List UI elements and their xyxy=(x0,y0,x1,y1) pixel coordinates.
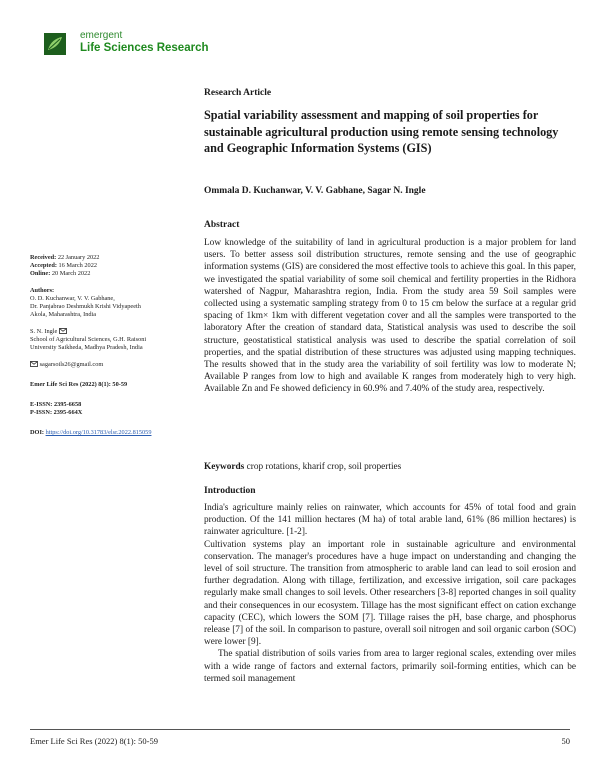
envelope-icon xyxy=(59,328,67,334)
envelope-icon xyxy=(30,361,38,367)
article-metadata-sidebar xyxy=(30,254,200,437)
corresponding-email[interactable] xyxy=(30,361,200,369)
corresponding-author: S. N. Ingle xyxy=(30,328,200,336)
introduction-heading: Introduction xyxy=(204,486,256,496)
abstract-text: Low knowledge of the suitability of land in agricultural production is a major problem for land users. To better assess soil distribution structures, remote sensing and the use of geographic information systems (GIS) are considered the most effective tools to achieve this goal. In this paper, we investigated the spatial variability of some soil chemical and fertility properties in the Ridhora watershed of Nagpur, Maharashtra region, India. From the study area 59 Soil samples were collected using a systematic sampling strategy from 0 to 15 cm below the surface at a regular grid spacing of 1km× 1km with different vegetation cover and all the samples were transported to the laboratory After the creation of standard data, Statistical analysis was used to describe the soil structure, geostatistical statistical analysis was used to describe the spatial correlation of soil properties, and the spatial distribution of these structures was adjusted using mapping techniques. The results showed that in the study area the variability of soil fertility was low to moderate N; Available P ranges from low to high and available K ranges from moderately high to very high. Available Zn and Fe showed deficiency in 60.9% and 7.40% of the study area, respectively. xyxy=(204,238,577,395)
doi-link[interactable]: https://doi.org/10.31783/elsr.2022.815059 xyxy=(45,429,152,436)
affiliation-2-line2: University Saikheda, Madhya Pradesh, India xyxy=(30,344,143,351)
affiliation-1-line2: Akola, Maharashtra, India xyxy=(30,311,97,318)
sidebar-author-names: O. D. Kuchanwar, V. V. Gabhane, xyxy=(30,295,115,302)
authors-label: Authors: xyxy=(30,287,55,294)
article-type: Research Article xyxy=(204,88,272,98)
doi-label: DOI: xyxy=(30,429,44,436)
journal-name-line1: emergent xyxy=(80,30,123,41)
article-authors: Ommala D. Kuchanwar, V. V. Gabhane, Sagar N. Ingle xyxy=(204,186,426,196)
received-date: Received: 22 January 2022 xyxy=(30,254,100,261)
affiliation-1-line1: Dr. Panjabrao Deshmukh Krishi Vidyapeeth xyxy=(30,303,141,310)
article-title: Spatial variability assessment and mapping of soil properties for sustainable agricultural production using remote sensing technology and Geographic Information Systems (GIS) xyxy=(204,108,559,155)
keywords-text: crop rotations, kharif crop, soil properties xyxy=(246,462,402,472)
accepted-date: Accepted: 16 March 2022 xyxy=(30,262,97,269)
footer-citation: Emer Life Sci Res (2022) 8(1): 50-59 xyxy=(30,736,158,746)
doi xyxy=(30,429,200,437)
online-date: Online: 20 March 2022 xyxy=(30,270,91,277)
e-issn: E-ISSN: 2395-6658 xyxy=(30,401,82,408)
page-number: 50 xyxy=(561,736,570,746)
journal-logo xyxy=(44,33,66,55)
intro-paragraph: Cultivation systems play an important role in sustainable agriculture and environmental conservation. The manager's procedures have a huge impact on understanding and changing the level of soil structure. The transition from atmospheric to arable land can lead to soil erosion and further degradation. Along with tillage, fertilization, and excessive irrigation, soil care packages regularly make small changes to soil levels. Other researchers [3-8] reported changes in soil quality and their consequences in our ecosystem. Tillage has the most significant effect on cation exchange capacity (CEC), which lowers the SOM [7]. Tillage raises the pH, base charge, and phosphorus release [7] of the soil. In comparison to pasture, overall soil nitrogen and soil organic carbon (SOC) were lower [9]. xyxy=(204,539,576,648)
footer-divider xyxy=(30,729,570,730)
keywords-label: Keywords xyxy=(204,462,245,472)
intro-paragraph: India's agriculture mainly relies on rainwater, which accounts for 45% of total food and grain production. Of the 141 million hectares (M ha) of total arable land, 61% (86 million hectares) is rainwater agriculture. [1-2]. xyxy=(204,503,576,538)
email-text[interactable]: sagarsoils26@gmail.com xyxy=(39,361,104,368)
abstract-heading: Abstract xyxy=(204,220,240,230)
intro-paragraph: The spatial distribution of soils varies from area to larger regional scales, extending over miles with a wide range of factors and external factors, primarily soil-forming entities, which can be termed soil management xyxy=(204,649,576,684)
affiliation-2-line1: School of Agricultural Sciences, G.H. Raisoni xyxy=(30,336,147,343)
sidebar-citation: Emer Life Sci Res (2022) 8(1): 50-59 xyxy=(30,381,128,388)
journal-name xyxy=(80,30,209,54)
keywords xyxy=(204,462,576,472)
journal-name-line2: Life Sciences Research xyxy=(80,42,209,54)
p-issn: P-ISSN: 2395-664X xyxy=(30,409,83,416)
introduction-body xyxy=(204,502,576,685)
